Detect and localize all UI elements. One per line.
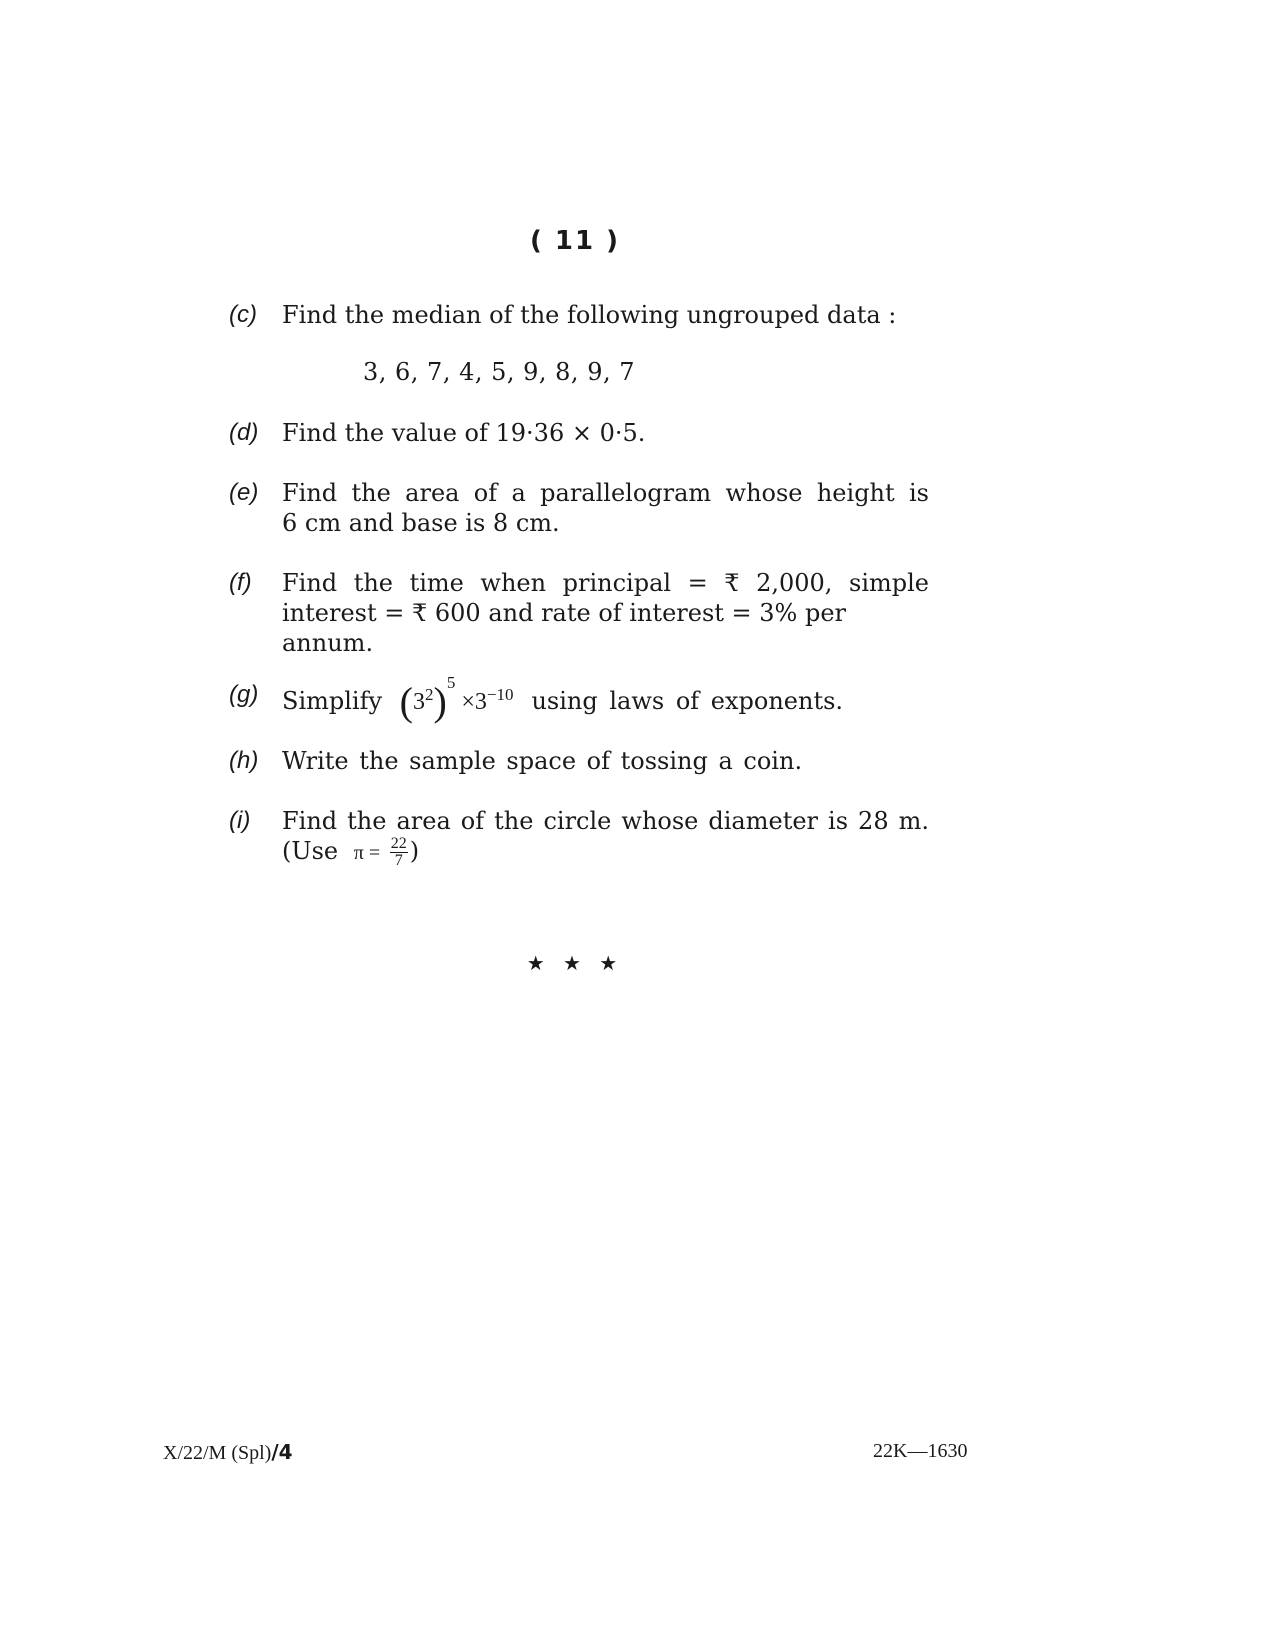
question-label: (i) [229,807,251,834]
inner-exponent: 2 [425,685,434,704]
question-label: (g) [229,681,259,708]
outer-exponent: 5 [446,673,456,692]
question-label: (h) [229,747,259,774]
question-suffix: using laws of exponents. [531,687,844,715]
base: 3 [413,689,425,715]
simplify-word: Simplify [282,687,383,715]
close-paren: ) [433,679,447,724]
exponent-expression [399,673,520,724]
question-label: (c) [229,301,257,328]
question-line: interest = ₹ 600 and rate of interest = 3% per annum. [282,599,847,657]
pi-fraction [390,836,408,869]
ungrouped-data: 3, 6, 7, 4, 5, 9, 8, 9, 7 [363,358,635,386]
question-line: Find the time when principal = ₹ 2,000, simple [282,569,929,597]
question-label: (d) [229,419,259,446]
paper-code: X/22/M (Spl) [163,1442,272,1464]
question-line: Find the area of the circle whose diameter is 28 m. [282,807,929,835]
base-2: 3 [474,689,487,715]
pi-equals: π = [353,842,381,864]
footer-paper-code [163,1440,293,1465]
use-prefix: (Use [282,837,339,865]
fraction-denominator: 7 [394,852,403,869]
paper-set: /4 [271,1440,293,1464]
question-body [282,806,929,869]
question-label: (f) [229,569,252,596]
times-sign: × [461,689,475,715]
end-of-paper-stars: ★ ★ ★ [526,951,624,975]
question-line: Find the area of a parallelogram whose height is [282,479,929,507]
fraction-numerator: 22 [390,835,407,852]
question-text: Write the sample space of tossing a coin. [282,747,803,775]
question-body [282,478,929,538]
question-line: 6 cm and base is 8 cm. [282,509,560,537]
open-paren: ( [399,679,413,724]
close-paren: ) [409,837,420,865]
footer-print-code: 22K—1630 [873,1440,968,1462]
question-text: Find the median of the following ungrouped data : [282,301,897,329]
page-number: ( 11 ) [529,226,621,256]
question-text: Find the value of 19·36 × 0·5. [282,419,646,447]
pi-hint [282,835,420,869]
exponent-2: −10 [486,685,514,704]
question-label: (e) [229,479,259,506]
question-body [282,568,929,658]
question-body [282,673,929,724]
